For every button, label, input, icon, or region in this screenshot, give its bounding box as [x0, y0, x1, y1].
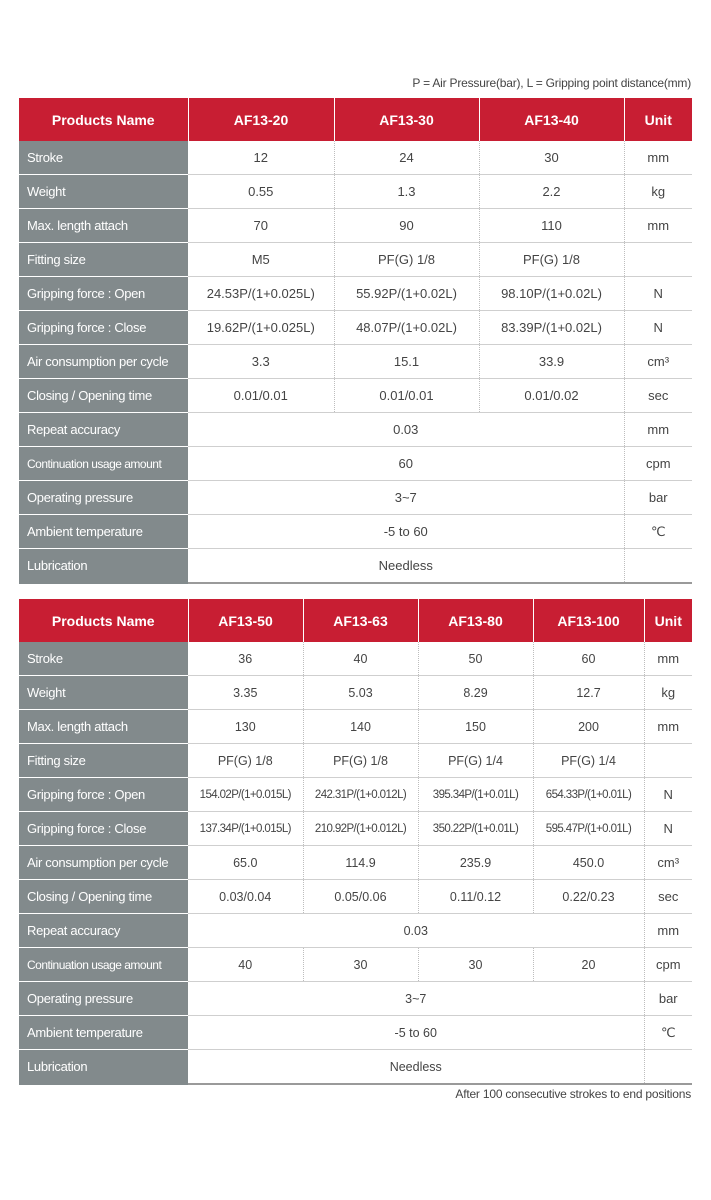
table-cell: 30: [418, 948, 533, 982]
spec-table-af13-20-40: [19, 98, 692, 584]
table-row: [19, 778, 692, 812]
table-cell: PF(G) 1/4: [533, 744, 644, 778]
unit-cell: mm: [644, 914, 692, 948]
table-cell: 60: [188, 447, 624, 481]
table-row: [19, 642, 692, 676]
table-cell: 395.34P/(1+0.01L): [418, 778, 533, 812]
unit-cell: cpm: [624, 447, 692, 481]
table-cell: 210.92P/(1+0.012L): [303, 812, 418, 846]
table-cell: PF(G) 1/8: [188, 744, 303, 778]
table-cell: 5.03: [303, 676, 418, 710]
unit-cell: sec: [644, 880, 692, 914]
table-cell: 114.9: [303, 846, 418, 880]
table-row: [19, 175, 692, 209]
table-cell: 24: [334, 141, 479, 175]
unit-cell: N: [644, 812, 692, 846]
table-cell: 0.22/0.23: [533, 880, 644, 914]
table-cell: 3~7: [188, 481, 624, 515]
table-cell: 19.62P/(1+0.025L): [188, 311, 334, 345]
table-cell: PF(G) 1/8: [334, 243, 479, 277]
table-row: [19, 379, 692, 413]
table-cell: 130: [188, 710, 303, 744]
spec-table-af13-50-100: [19, 599, 692, 1085]
header-model: AF13-100: [533, 599, 644, 642]
table-row: [19, 676, 692, 710]
table-cell: 3.3: [188, 345, 334, 379]
table-cell: 200: [533, 710, 644, 744]
table-cell: 70: [188, 209, 334, 243]
table-cell: 235.9: [418, 846, 533, 880]
table-row: [19, 710, 692, 744]
row-label: Repeat accuracy: [19, 413, 188, 447]
table-cell: 0.03: [188, 413, 624, 447]
table-cell: -5 to 60: [188, 515, 624, 549]
table-row: [19, 243, 692, 277]
unit-cell: N: [624, 311, 692, 345]
table-cell: 36: [188, 642, 303, 676]
table-cell: 140: [303, 710, 418, 744]
table-row: [19, 311, 692, 345]
row-label: Gripping force : Open: [19, 778, 188, 812]
header-model: AF13-20: [188, 98, 334, 141]
table-cell: 0.05/0.06: [303, 880, 418, 914]
table-cell: 154.02P/(1+0.015L): [188, 778, 303, 812]
table-cell: 50: [418, 642, 533, 676]
table-row: [19, 948, 692, 982]
row-label: Lubrication: [19, 1050, 188, 1085]
row-label: Repeat accuracy: [19, 914, 188, 948]
row-label: Gripping force : Close: [19, 311, 188, 345]
table-cell: 654.33P/(1+0.01L): [533, 778, 644, 812]
row-label: Continuation usage amount: [19, 447, 188, 481]
table-row: [19, 277, 692, 311]
row-label: Stroke: [19, 141, 188, 175]
header-unit: Unit: [624, 98, 692, 141]
row-label: Operating pressure: [19, 982, 188, 1016]
table-cell: 8.29: [418, 676, 533, 710]
table-cell: Needless: [188, 549, 624, 584]
table-row: [19, 914, 692, 948]
unit-cell: cm³: [644, 846, 692, 880]
table-cell: 48.07P/(1+0.02L): [334, 311, 479, 345]
table-cell: 0.11/0.12: [418, 880, 533, 914]
unit-cell: ℃: [644, 1016, 692, 1050]
row-label: Closing / Opening time: [19, 379, 188, 413]
header-model: AF13-63: [303, 599, 418, 642]
row-label: Gripping force : Open: [19, 277, 188, 311]
header-model: AF13-40: [479, 98, 624, 141]
unit-cell: cm³: [624, 345, 692, 379]
header-unit: Unit: [644, 599, 692, 642]
table-cell: 40: [303, 642, 418, 676]
table-cell: 595.47P/(1+0.01L): [533, 812, 644, 846]
table-row: [19, 982, 692, 1016]
row-label: Operating pressure: [19, 481, 188, 515]
table-cell: 137.34P/(1+0.015L): [188, 812, 303, 846]
row-label: Air consumption per cycle: [19, 846, 188, 880]
unit-cell: N: [644, 778, 692, 812]
table-cell: 83.39P/(1+0.02L): [479, 311, 624, 345]
table-cell: 20: [533, 948, 644, 982]
table-row: [19, 549, 692, 584]
table-cell: 12: [188, 141, 334, 175]
unit-cell: mm: [624, 413, 692, 447]
table-cell: 33.9: [479, 345, 624, 379]
header-products-name: Products Name: [19, 98, 188, 141]
table-cell: 0.55: [188, 175, 334, 209]
table-header-row: [19, 599, 692, 642]
table-row: [19, 846, 692, 880]
table-cell: 3.35: [188, 676, 303, 710]
row-label: Fitting size: [19, 744, 188, 778]
footnote: After 100 consecutive strokes to end positions: [455, 1087, 691, 1101]
row-label: Closing / Opening time: [19, 880, 188, 914]
unit-cell: [644, 1050, 692, 1085]
table-row: [19, 345, 692, 379]
table-cell: 65.0: [188, 846, 303, 880]
table-row: [19, 812, 692, 846]
table-cell: PF(G) 1/8: [303, 744, 418, 778]
unit-cell: kg: [624, 175, 692, 209]
table-cell: 150: [418, 710, 533, 744]
table-cell: 12.7: [533, 676, 644, 710]
unit-cell: mm: [624, 209, 692, 243]
table-cell: 0.03: [188, 914, 644, 948]
table-cell: 30: [479, 141, 624, 175]
table-cell: 0.01/0.02: [479, 379, 624, 413]
formula-legend-note: P = Air Pressure(bar), L = Gripping point distance(mm): [412, 76, 691, 90]
unit-cell: mm: [624, 141, 692, 175]
row-label: Max. length attach: [19, 710, 188, 744]
unit-cell: kg: [644, 676, 692, 710]
table-cell: 3~7: [188, 982, 644, 1016]
table-header-row: [19, 98, 692, 141]
unit-cell: cpm: [644, 948, 692, 982]
table-cell: 15.1: [334, 345, 479, 379]
table-row: [19, 1016, 692, 1050]
table-cell: PF(G) 1/8: [479, 243, 624, 277]
table-row: [19, 481, 692, 515]
table-cell: 0.03/0.04: [188, 880, 303, 914]
table-row: [19, 447, 692, 481]
table-cell: 450.0: [533, 846, 644, 880]
table-cell: 30: [303, 948, 418, 982]
header-model: AF13-30: [334, 98, 479, 141]
table-cell: PF(G) 1/4: [418, 744, 533, 778]
table-cell: 24.53P/(1+0.025L): [188, 277, 334, 311]
table-cell: 1.3: [334, 175, 479, 209]
table-row: [19, 209, 692, 243]
table-cell: Needless: [188, 1050, 644, 1085]
row-label: Ambient temperature: [19, 1016, 188, 1050]
row-label: Ambient temperature: [19, 515, 188, 549]
unit-cell: mm: [644, 710, 692, 744]
table-cell: 55.92P/(1+0.02L): [334, 277, 479, 311]
table-cell: 0.01/0.01: [334, 379, 479, 413]
row-label: Air consumption per cycle: [19, 345, 188, 379]
table-cell: 60: [533, 642, 644, 676]
row-label: Fitting size: [19, 243, 188, 277]
unit-cell: bar: [644, 982, 692, 1016]
header-model: AF13-50: [188, 599, 303, 642]
unit-cell: [624, 549, 692, 584]
row-label: Stroke: [19, 642, 188, 676]
row-label: Continuation usage amount: [19, 948, 188, 982]
row-label: Weight: [19, 676, 188, 710]
table-row: [19, 141, 692, 175]
table-cell: 2.2: [479, 175, 624, 209]
table-cell: 242.31P/(1+0.012L): [303, 778, 418, 812]
unit-cell: sec: [624, 379, 692, 413]
table-cell: 40: [188, 948, 303, 982]
table-cell: 110: [479, 209, 624, 243]
header-model: AF13-80: [418, 599, 533, 642]
unit-cell: mm: [644, 642, 692, 676]
table-cell: -5 to 60: [188, 1016, 644, 1050]
table-cell: 350.22P/(1+0.01L): [418, 812, 533, 846]
row-label: Gripping force : Close: [19, 812, 188, 846]
unit-cell: ℃: [624, 515, 692, 549]
row-label: Lubrication: [19, 549, 188, 584]
table-row: [19, 413, 692, 447]
header-products-name: Products Name: [19, 599, 188, 642]
table-cell: 90: [334, 209, 479, 243]
table-cell: M5: [188, 243, 334, 277]
unit-cell: [624, 243, 692, 277]
row-label: Weight: [19, 175, 188, 209]
table-cell: 98.10P/(1+0.02L): [479, 277, 624, 311]
unit-cell: N: [624, 277, 692, 311]
row-label: Max. length attach: [19, 209, 188, 243]
table-row: [19, 744, 692, 778]
table-row: [19, 880, 692, 914]
table-row: [19, 1050, 692, 1085]
table-cell: 0.01/0.01: [188, 379, 334, 413]
unit-cell: bar: [624, 481, 692, 515]
table-row: [19, 515, 692, 549]
unit-cell: [644, 744, 692, 778]
